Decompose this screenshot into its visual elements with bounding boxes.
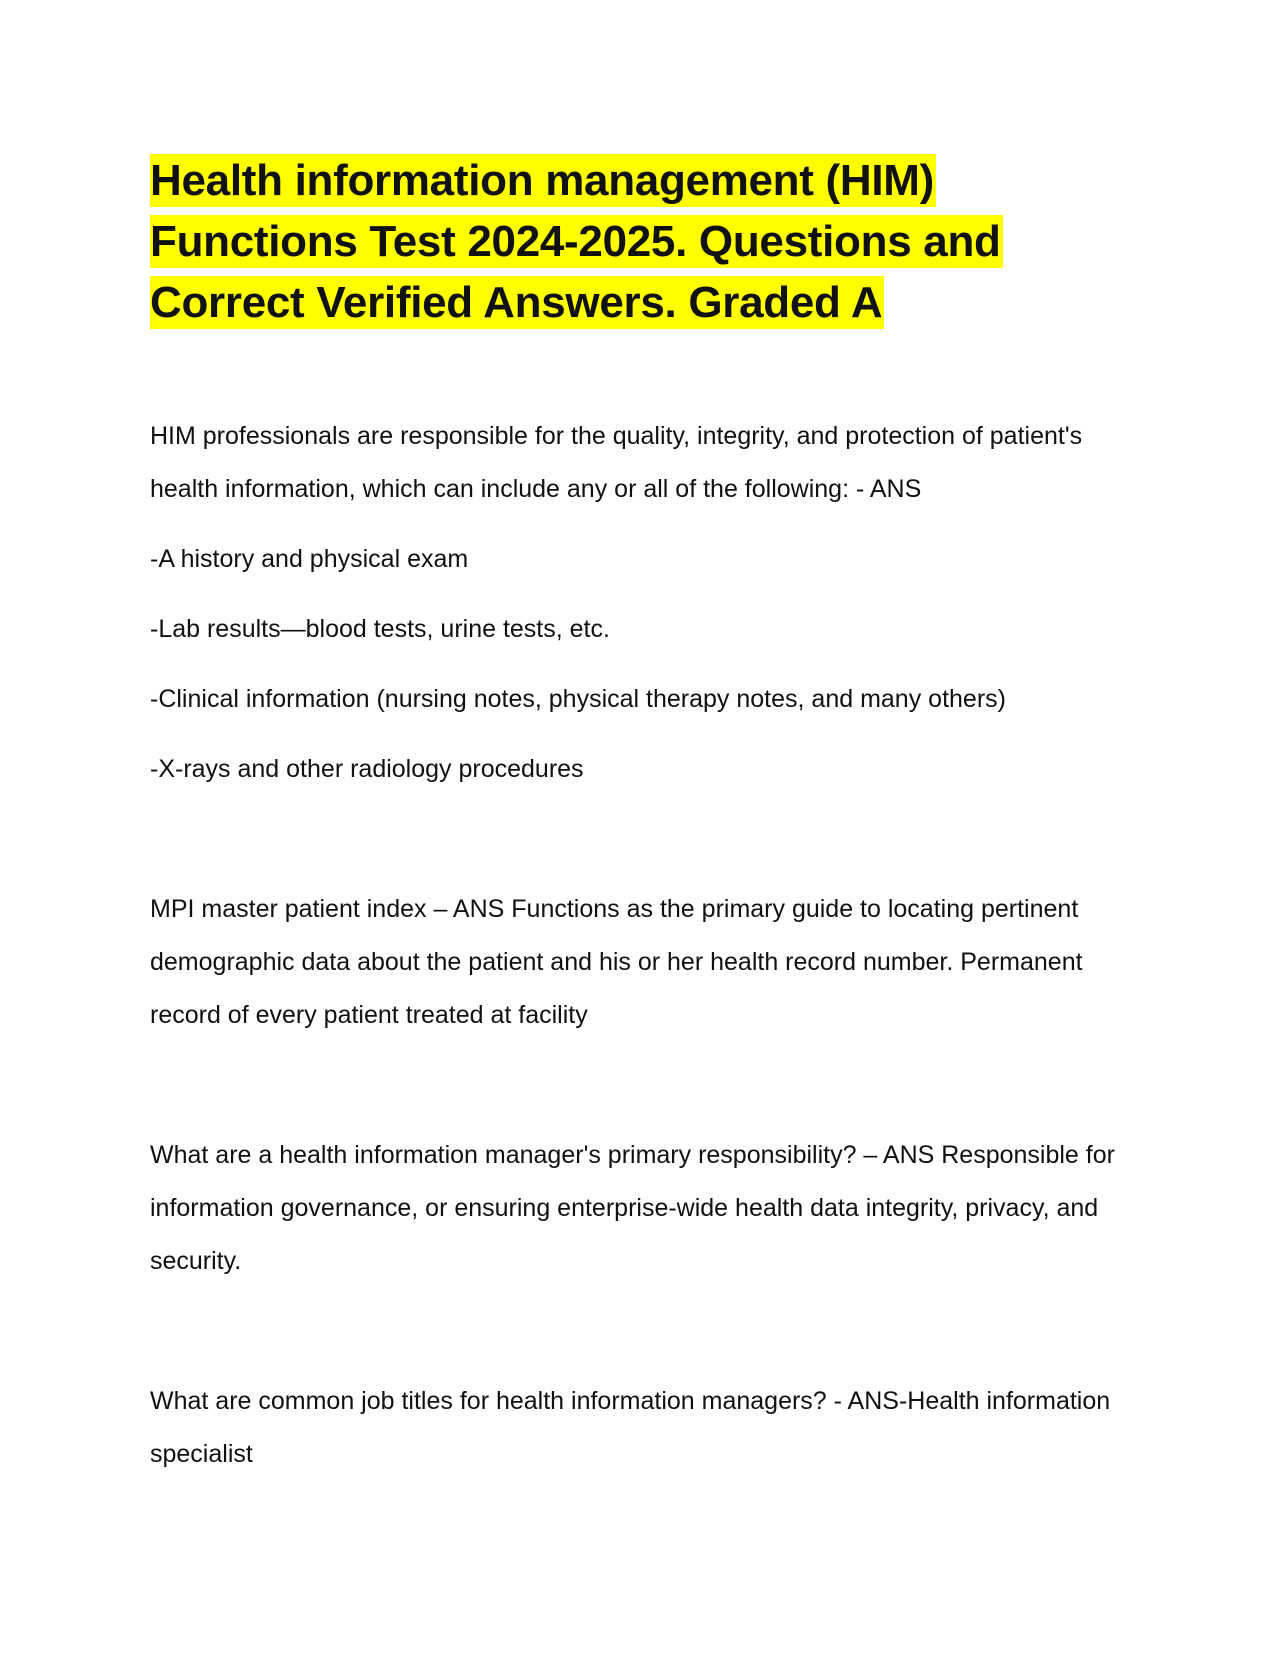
list-item-history-physical: -A history and physical exam	[150, 545, 469, 573]
document-page	[150, 150, 1140, 1481]
question-him-responsibilities: HIM professionals are responsible for the quality, integrity, and protection of patient's health information, which can include any or all of the following: - ANS	[150, 422, 1083, 503]
question-primary-responsibility: What are a health information manager's primary responsibility? – ANS Responsible for information governance, or ensuring enterprise-wide health data integrity, privacy, and security.	[150, 1141, 1115, 1275]
question-mpi: MPI master patient index – ANS Functions as the primary guide to locating pertinent demographic data about the patient and his or her health record number. Permanent record of every patient treated at facility	[150, 895, 1083, 1029]
document-title	[150, 150, 1140, 333]
list-item-xrays: -X-rays and other radiology procedures	[150, 755, 584, 783]
question-job-titles: What are common job titles for health information managers? - ANS-Health information specialist	[150, 1387, 1111, 1468]
list-item-lab-results: -Lab results—blood tests, urine tests, etc.	[150, 615, 610, 643]
list-item-clinical-information: -Clinical information (nursing notes, physical therapy notes, and many others)	[150, 685, 1006, 713]
title-highlight: Health information management (HIM) Functions Test 2024-2025. Questions and Correct Verified Answers. Graded A	[150, 156, 1001, 327]
